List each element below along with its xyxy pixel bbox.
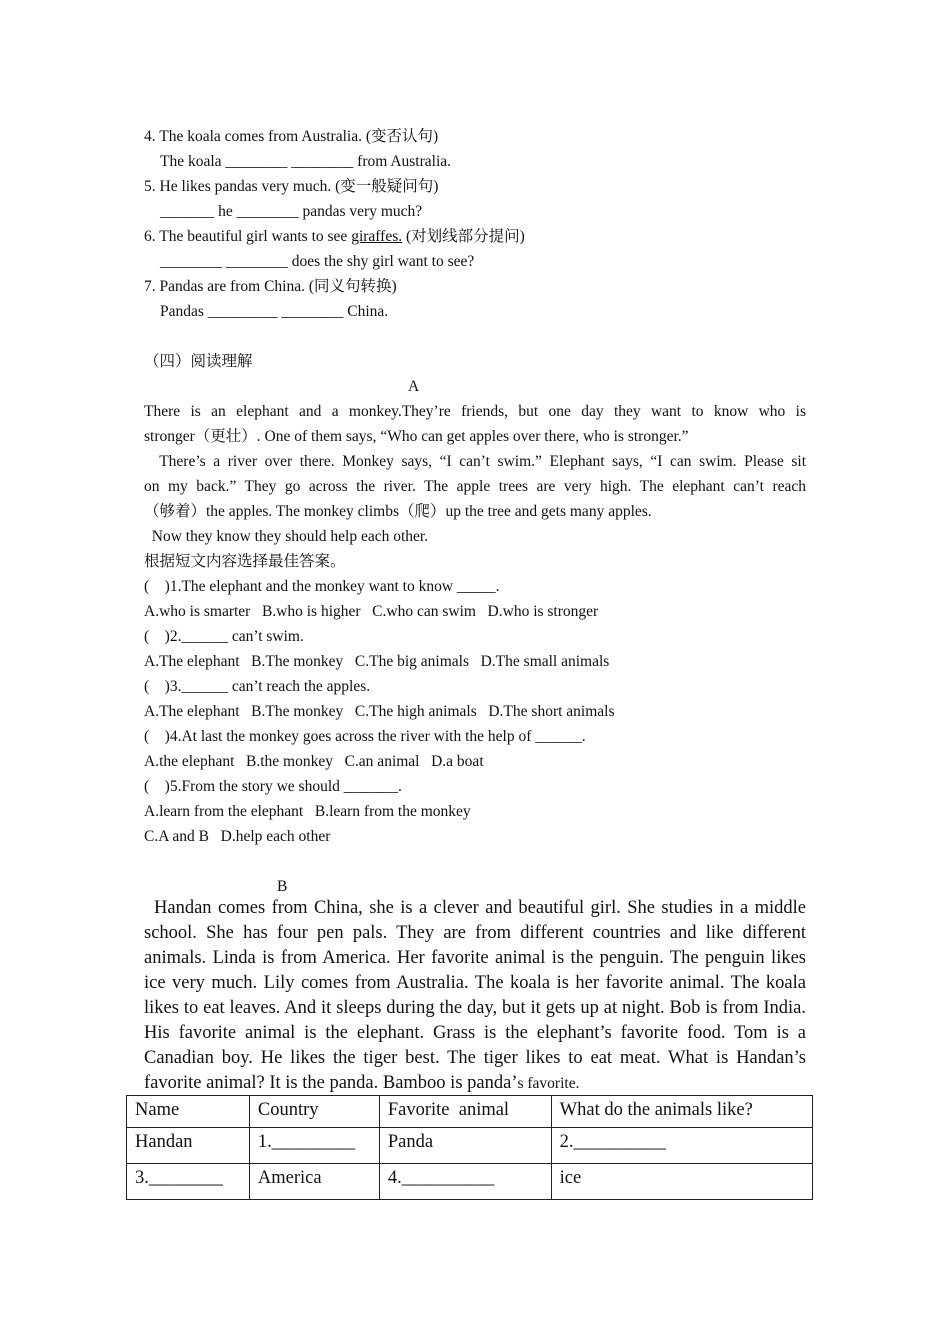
table-cell: America	[249, 1164, 379, 1200]
exercise-6-question	[144, 224, 525, 249]
table-cell: 1._________	[249, 1128, 379, 1164]
table-header-cell: Country	[249, 1096, 379, 1128]
exercise-5-question: 5. He likes pandas very much. (变一般疑问句)	[144, 178, 439, 195]
pen-pals-table	[126, 1095, 813, 1200]
passage-a-label: A	[408, 378, 420, 395]
exercise-6-question-text: 6. The beautiful girl wants to see	[144, 228, 352, 245]
question-5: ( )5.From the story we should _______.	[144, 778, 402, 795]
question-3: ( )3.______ can’t reach the apples.	[144, 678, 371, 695]
passage-a-paragraph-2-line-2: on my back.” They go across the river. The apple trees are very high. The elephant can’t reach	[144, 478, 806, 495]
question-3-options: A.The elephant B.The monkey C.The high animals D.The short animals	[144, 703, 615, 720]
exercise-6-answer-line: ________ ________ does the shy girl want to see?	[160, 253, 475, 270]
passage-b-text	[144, 896, 806, 1096]
passage-a-paragraph-1-line-2: stronger（更壮）. One of them says, “Who can get apples over there, who is stronger.”	[144, 428, 689, 445]
passage-a-paragraph-2-line-3: （够着）the apples. The monkey climbs（爬）up the tree and gets many apples.	[144, 503, 652, 520]
table-cell: 4.__________	[379, 1164, 551, 1200]
exercise-4-answer-line: The koala ________ ________ from Australia.	[160, 153, 452, 170]
section-heading: （四）阅读理解	[144, 353, 253, 370]
table-row	[127, 1128, 813, 1164]
table-header-cell: What do the animals like?	[551, 1096, 812, 1128]
passage-b-label: B	[277, 878, 288, 895]
table-cell: Handan	[127, 1128, 250, 1164]
passage-a-paragraph-3: Now they know they should help each other.	[144, 528, 429, 545]
passage-b-tail: s favorite.	[517, 1075, 580, 1092]
exercise-7-question: 7. Pandas are from China. (同义句转换)	[144, 278, 397, 295]
table-header-cell: Name	[127, 1096, 250, 1128]
question-1: ( )1.The elephant and the monkey want to know _____.	[144, 578, 500, 595]
table-header-cell: Favorite animal	[379, 1096, 551, 1128]
question-2: ( )2.______ can’t swim.	[144, 628, 304, 645]
question-4-options: A.the elephant B.the monkey C.an animal D.a boat	[144, 753, 484, 770]
question-5-options-line-2: C.A and B D.help each other	[144, 828, 331, 845]
passage-a-paragraph-1-line-1: There is an elephant and a monkey.They’re friends, but one day they want to know who is	[144, 403, 806, 420]
table-header-row	[127, 1096, 813, 1128]
passage-a-paragraph-2-line-1: There’s a river over there. Monkey says, “I can’t swim.” Elephant says, “I can swim. Please sit	[144, 453, 806, 470]
table-cell: Panda	[379, 1128, 551, 1164]
exercise-7-answer-line: Pandas _________ ________ China.	[160, 303, 389, 320]
passage-a-instruction: 根据短文内容选择最佳答案。	[144, 553, 346, 570]
table-cell: 2.__________	[551, 1128, 812, 1164]
exercise-4-question: 4. The koala comes from Australia. (变否认句)	[144, 128, 439, 145]
passage-b-body: Handan comes from China, she is a clever and beautiful girl. She studies in a middle school. She has four pen pals. They are from different countries and like different animals. Linda is from America. Her favorite animal is the penguin. The penguin likes ice very much. Lily comes from Australia. The koala is her favorite animal. The koala likes to eat leaves. And it sleeps during the day, but it gets up at night. Bob is from India. His favorite animal is the elephant. Grass is the elephant’s favorite food. Tom is a Canadian boy. He likes the tiger best. The tiger likes to eat meat. What is Handan’s favorite animal? It is the panda. Bamboo is panda’	[144, 898, 806, 1093]
table-cell: 3.________	[127, 1164, 250, 1200]
table-row	[127, 1164, 813, 1200]
question-5-options-line-1: A.learn from the elephant B.learn from the monkey	[144, 803, 471, 820]
exercise-6-instruction: (对划线部分提问)	[402, 228, 525, 245]
question-2-options: A.The elephant B.The monkey C.The big animals D.The small animals	[144, 653, 610, 670]
question-4: ( )4.At last the monkey goes across the river with the help of ______.	[144, 728, 586, 745]
exercise-6-underlined-word: giraffes.	[351, 228, 403, 245]
question-1-options: A.who is smarter B.who is higher C.who can swim D.who is stronger	[144, 603, 599, 620]
exercise-5-answer-line: _______ he ________ pandas very much?	[160, 203, 423, 220]
table-cell: ice	[551, 1164, 812, 1200]
